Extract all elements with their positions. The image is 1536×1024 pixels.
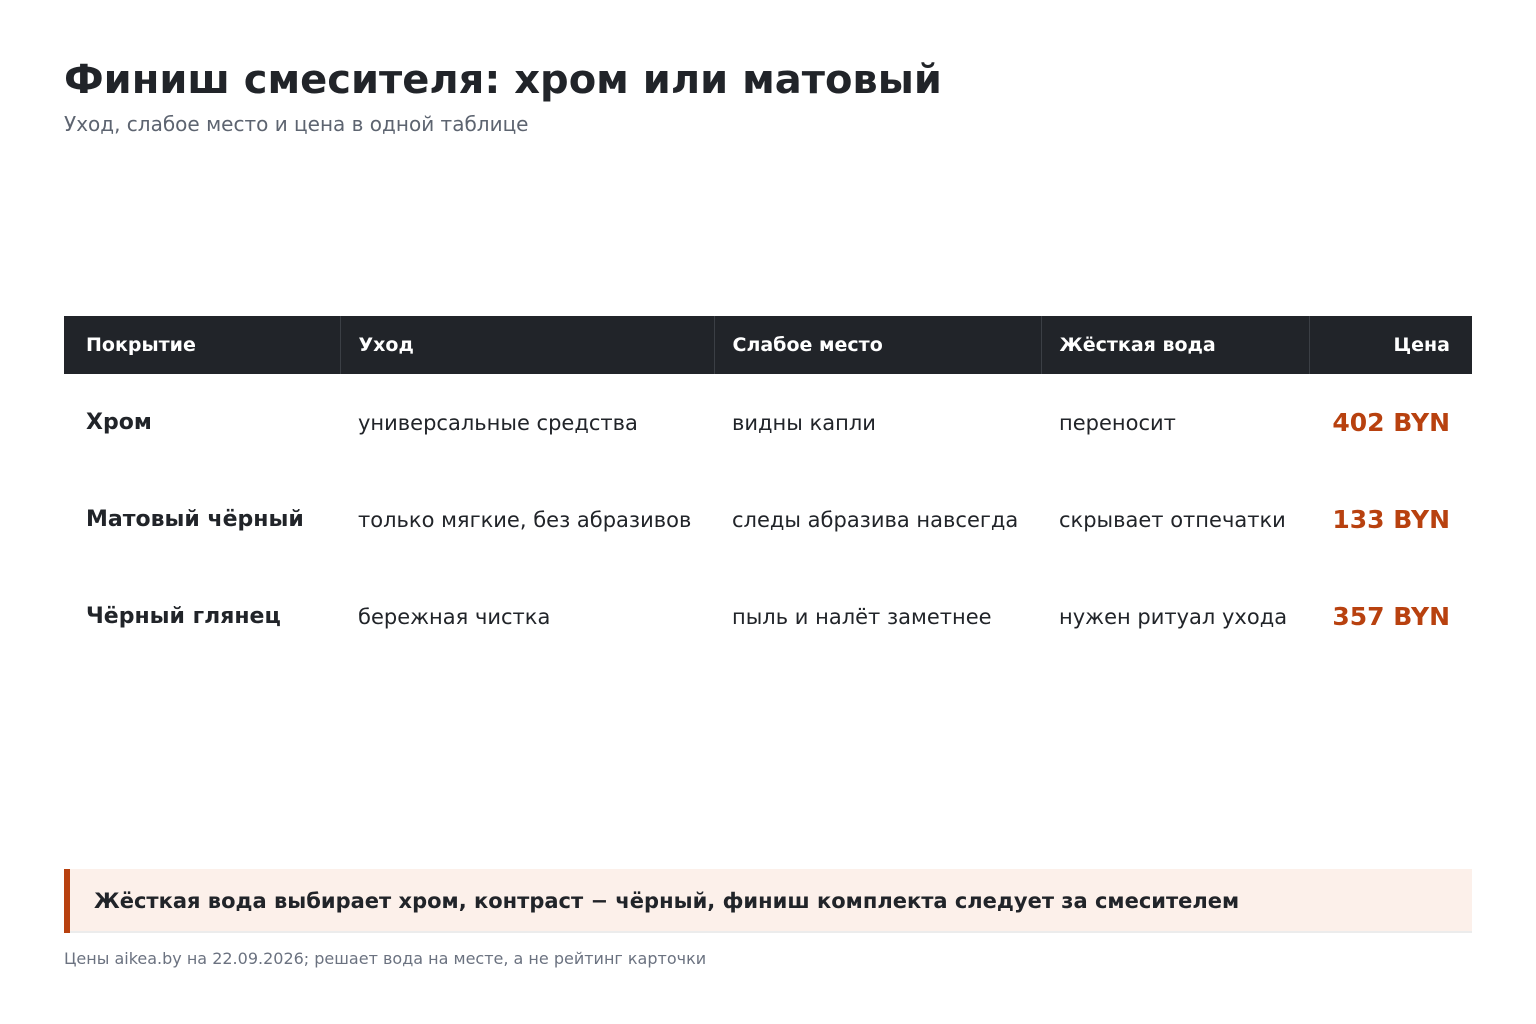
table-row xyxy=(64,374,1472,471)
page-subtitle: Уход, слабое место и цена в одной таблице xyxy=(64,112,529,136)
cell-price: 402 BYN xyxy=(1332,408,1450,437)
footnote: Цены aikea.by на 22.09.2026; решает вода на месте, а не рейтинг карточки xyxy=(64,949,707,968)
cell-care: универсальные средства xyxy=(358,410,638,435)
conclusion-callout xyxy=(64,869,1472,933)
table-row xyxy=(64,471,1472,568)
callout-accent-bar xyxy=(64,869,70,933)
cell-weak-spot: пыль и налёт заметнее xyxy=(732,604,992,629)
column-header-care: Уход xyxy=(340,316,714,374)
cell-hard-water: переносит xyxy=(1059,410,1176,435)
cell-weak-spot: видны капли xyxy=(732,410,876,435)
cell-price: 357 BYN xyxy=(1332,602,1450,631)
column-header-hard-water: Жёсткая вода xyxy=(1041,316,1309,374)
cell-coating: Чёрный глянец xyxy=(86,604,281,629)
callout-text: Жёсткая вода выбирает хром, контраст − чёрный, финиш комплекта следует за смесителем xyxy=(94,889,1240,913)
page-title: Финиш смесителя: хром или матовый xyxy=(64,57,942,103)
cell-coating: Матовый чёрный xyxy=(86,507,304,532)
column-header-coating: Покрытие xyxy=(86,334,196,356)
cell-hard-water: скрывает отпечатки xyxy=(1059,507,1286,532)
column-header-weak-spot: Слабое место xyxy=(714,316,1041,374)
cell-care: только мягкие, без абразивов xyxy=(358,507,692,532)
table-header-row xyxy=(64,316,1472,374)
cell-coating: Хром xyxy=(86,410,152,435)
cell-hard-water: нужен ритуал ухода xyxy=(1059,604,1288,629)
cell-price: 133 BYN xyxy=(1332,505,1450,534)
comparison-table xyxy=(64,316,1472,665)
cell-care: бережная чистка xyxy=(358,604,551,629)
table-row xyxy=(64,568,1472,665)
cell-weak-spot: следы абразива навсегда xyxy=(732,507,1019,532)
column-header-price: Цена xyxy=(1309,316,1472,374)
